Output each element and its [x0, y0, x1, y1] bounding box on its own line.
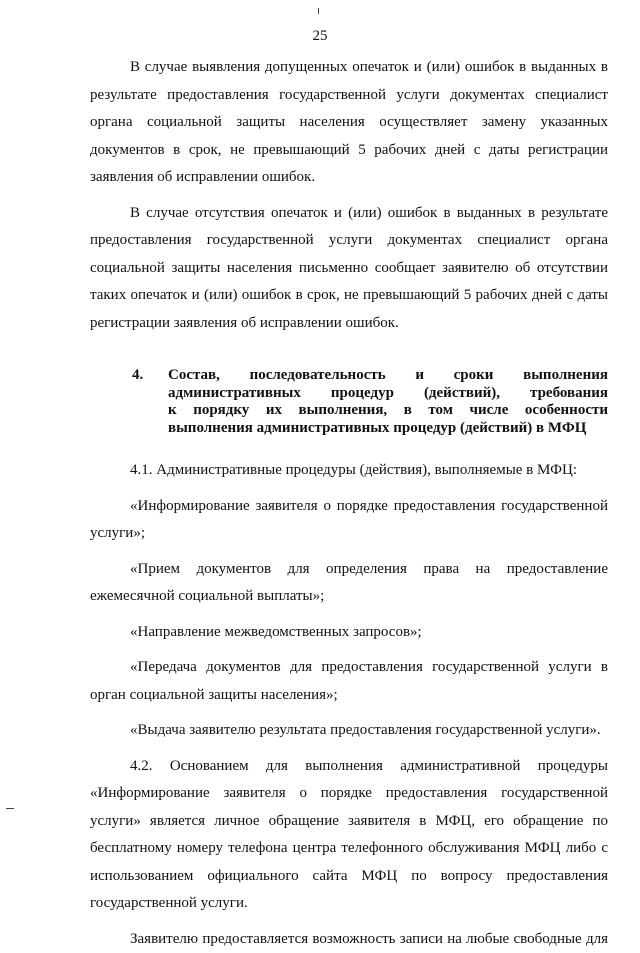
section-title-line: Состав, последовательность и сроки выполнения — [168, 367, 608, 385]
paragraph-typo-correction: В случае выявления допущенных опечаток и (или) ошибок в выданных в результате предоставления государственной услуги документах специалист органа социальной защиты населения осуществляет замену указанных документов в срок, не превышающий 5 рабочих дней с даты регистрации заявления об исправлении ошибок. — [90, 54, 608, 192]
section-number: 4. — [90, 367, 168, 437]
paragraph-4-2: 4.2. Основанием для выполнения административной процедуры «Информирование заявителя о порядке предоставления государственной услуги» является личное обращение заявителя в МФЦ, его обращение по бесплатному номеру телефона центра телефонного обслуживания МФЦ либо с использованием официального сайта МФЦ по вопросу предоставления государственной услуги. — [90, 753, 608, 918]
list-item-informing: «Информирование заявителя о порядке предоставления государственной услуги»; — [90, 493, 608, 548]
list-item-transfer: «Передача документов для предоставления государственной услуги в орган социальной защиты населения»; — [90, 654, 608, 709]
section-title-line: выполнения административных процедур (действий) в МФЦ — [168, 420, 608, 438]
page-number: 25 — [0, 28, 640, 45]
paragraph-appointment: Заявителю предоставляется возможность записи на любые свободные для — [90, 926, 608, 953]
document-body — [90, 54, 608, 953]
paragraph-no-typo: В случае отсутствия опечаток и (или) ошибок в выданных в результате предоставления государственной услуги документах специалист органа социальной защиты населения письменно сообщает заявителю об отсутствии таких опечаток и (или) ошибок в срок, не превышающий 5 рабочих дней с даты регистрации заявления об исправлении ошибок. — [90, 200, 608, 338]
list-item-reception: «Прием документов для определения права на предоставление ежемесячной социальной выплаты»; — [90, 556, 608, 611]
section-title-line: к порядку их выполнения, в том числе особенности — [168, 402, 608, 420]
margin-mark-top — [318, 8, 319, 14]
section-heading — [90, 367, 608, 437]
section-title — [168, 367, 608, 437]
list-item-issuance: «Выдача заявителю результата предоставления государственной услуги». — [90, 717, 608, 745]
list-item-requests: «Направление межведомственных запросов»; — [90, 619, 608, 647]
section-title-line: административных процедур (действий), требования — [168, 385, 608, 403]
paragraph-procedures-intro: 4.1. Административные процедуры (действия), выполняемые в МФЦ: — [90, 457, 608, 485]
margin-mark-left — [6, 808, 14, 809]
